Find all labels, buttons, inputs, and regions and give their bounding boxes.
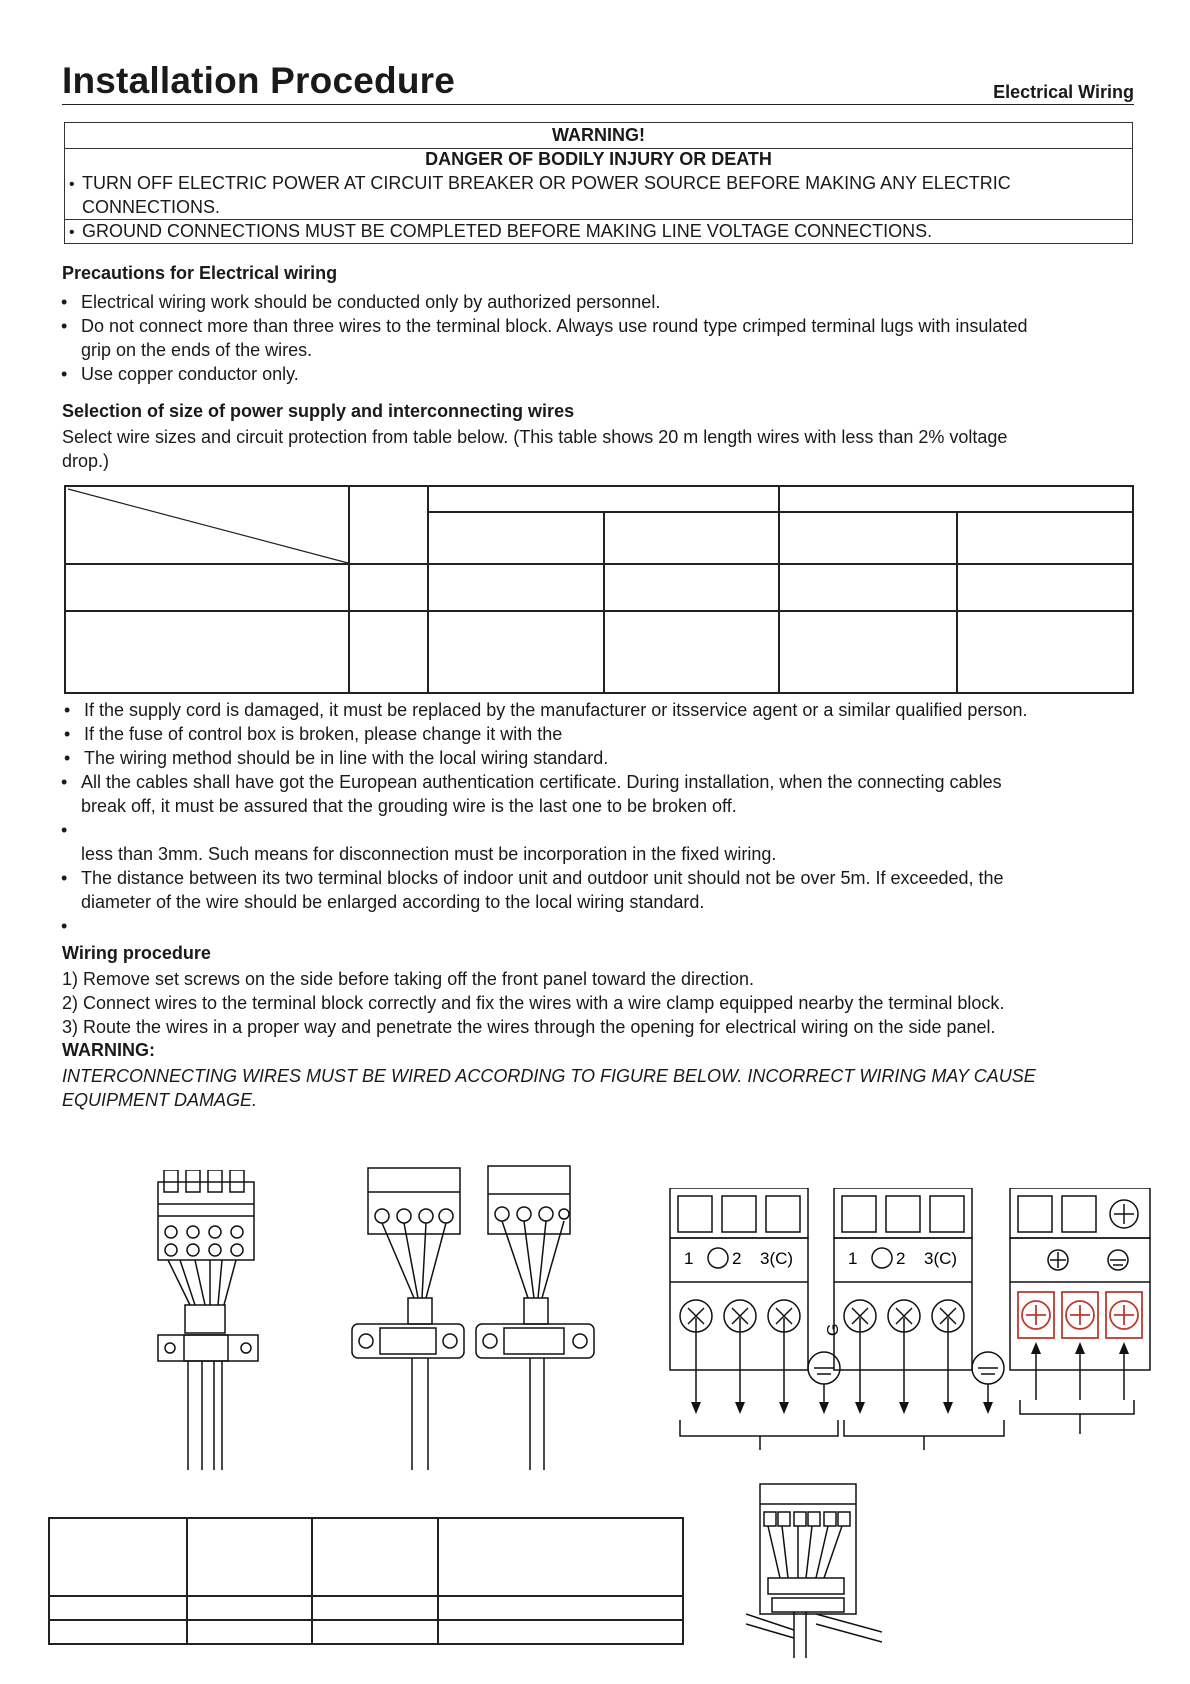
terminal-block-diagram-1 bbox=[150, 1170, 280, 1480]
list-item: • All the cables shall have got the European authentication certificate. During installation, when the connecting cables bbox=[61, 772, 1002, 792]
screw-icon bbox=[764, 1512, 850, 1526]
procedure-step: 1) Remove set screws on the side before taking off the front panel toward the direction. bbox=[62, 969, 755, 989]
selection-text: drop.) bbox=[62, 451, 110, 471]
warning-line: • GROUND CONNECTIONS MUST BE COMPLETED BEFORE MAKING LINE VOLTAGE CONNECTIONS. bbox=[69, 219, 932, 245]
terminal-label: 1 bbox=[848, 1249, 858, 1268]
terminal-block-diagram-2 bbox=[348, 1158, 598, 1478]
wire-size-table bbox=[64, 485, 1134, 694]
procedure-step: 3) Route the wires in a proper way and penetrate the wires through the opening for electrical wiring on the side panel. bbox=[62, 1017, 996, 1037]
list-item: • Use copper conductor only. bbox=[61, 364, 299, 384]
list-item: • If the supply cord is damaged, it must be replaced by the manufacturer or itsservice agent or a similar qualified person. bbox=[64, 700, 1028, 720]
precautions-heading: Precautions for Electrical wiring bbox=[62, 263, 338, 283]
ground-icon bbox=[808, 1324, 842, 1384]
terminal-label: 3(C) bbox=[924, 1249, 958, 1268]
bullet-icon: • bbox=[61, 316, 68, 336]
list-item: • If the fuse of control box is broken, please change it with the bbox=[64, 724, 563, 744]
wiring-procedure-heading: Wiring procedure bbox=[62, 943, 211, 963]
bullet-icon: • bbox=[69, 224, 75, 241]
list-item: grip on the ends of the wires. bbox=[81, 340, 313, 360]
bullet-icon: • bbox=[69, 176, 75, 193]
diagonal-header-cell bbox=[64, 485, 350, 565]
bullet-icon: • bbox=[61, 916, 68, 936]
bullet-icon: • bbox=[64, 724, 71, 744]
bullet-icon: • bbox=[61, 772, 68, 792]
screw-icon bbox=[495, 1207, 569, 1221]
bullet-icon: • bbox=[61, 292, 68, 312]
screw-icon bbox=[165, 1226, 243, 1256]
warning-subtitle: DANGER OF BODILY INJURY OR DEATH bbox=[425, 149, 772, 169]
warning-title: WARNING! bbox=[552, 125, 645, 145]
warning-line: CONNECTIONS. bbox=[82, 197, 221, 217]
list-item: break off, it must be assured that the grouding wire is the last one to be broken off. bbox=[81, 796, 737, 816]
terminal-block-diagram-4 bbox=[746, 1482, 882, 1664]
warning-line: • TURN OFF ELECTRIC POWER AT CIRCUIT BREAKER OR POWER SOURCE BEFORE MAKING ANY ELECTRIC bbox=[69, 171, 1011, 197]
bullet-icon: • bbox=[64, 700, 71, 720]
warning-text: EQUIPMENT DAMAGE. bbox=[62, 1090, 258, 1110]
selection-text: Select wire sizes and circuit protection from table below. (This table shows 20 m length wires with less than 2% voltage bbox=[62, 427, 1008, 447]
list-item: • Do not connect more than three wires to the terminal block. Always use round type crimped terminal lugs with insulated bbox=[61, 316, 1028, 336]
bullet-icon: • bbox=[61, 868, 68, 888]
list-item: less than 3mm. Such means for disconnection must be incorporation in the fixed wiring. bbox=[81, 844, 777, 864]
terminal-label: 3(C) bbox=[760, 1249, 794, 1268]
list-item: • The distance between its two terminal blocks of indoor unit and outdoor unit should not be over 5m. If exceeded, the bbox=[61, 868, 1004, 888]
procedure-step: 2) Connect wires to the terminal block correctly and fix the wires with a wire clamp equipped nearby the terminal block. bbox=[62, 993, 1005, 1013]
warning-box bbox=[64, 122, 1133, 244]
bullet-icon: • bbox=[61, 820, 68, 840]
terminal-label: 1 bbox=[684, 1249, 694, 1268]
terminal-block-diagram-3 bbox=[668, 1188, 1158, 1458]
selection-heading: Selection of size of power supply and interconnecting wires bbox=[62, 401, 575, 421]
warning-label: WARNING: bbox=[62, 1040, 155, 1060]
terminal-label: 2 bbox=[732, 1249, 742, 1268]
list-item: diameter of the wire should be enlarged according to the local wiring standard. bbox=[81, 892, 705, 912]
list-item: • The wiring method should be in line with the local wiring standard. bbox=[64, 748, 609, 768]
screw-icon bbox=[1018, 1292, 1142, 1338]
bullet-icon: • bbox=[64, 748, 71, 768]
section-label: Electrical Wiring bbox=[993, 82, 1134, 102]
screw-icon bbox=[375, 1209, 453, 1223]
terminal-label: 2 bbox=[896, 1249, 906, 1268]
terminal-tabs bbox=[164, 1170, 244, 1192]
page-title: Installation Procedure bbox=[62, 60, 455, 101]
ground-icon bbox=[972, 1352, 1004, 1384]
ground-label: G bbox=[825, 1323, 842, 1336]
header-rule bbox=[62, 104, 1134, 105]
warning-text: INTERCONNECTING WIRES MUST BE WIRED ACCORDING TO FIGURE BELOW. INCORRECT WIRING MAY CAUSE bbox=[62, 1066, 1036, 1086]
list-item: • Electrical wiring work should be conducted only by authorized personnel. bbox=[61, 292, 661, 312]
interconnect-table bbox=[48, 1517, 684, 1645]
bullet-icon: • bbox=[61, 364, 68, 384]
